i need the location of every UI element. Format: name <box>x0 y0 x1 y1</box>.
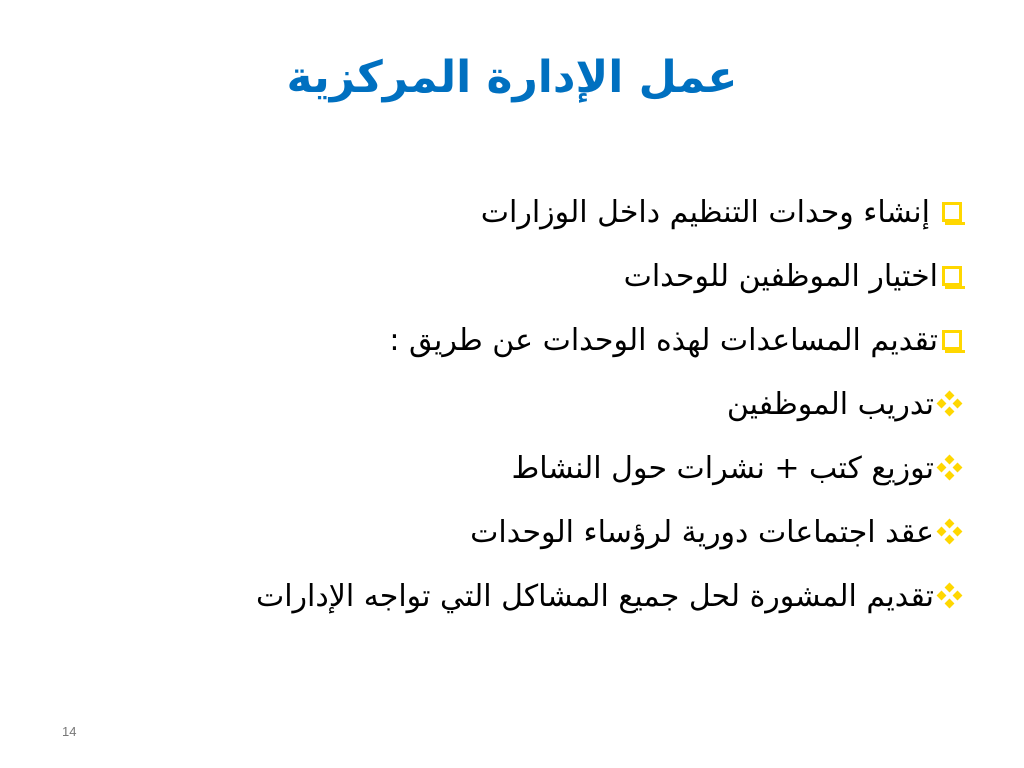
list-item <box>122 500 962 564</box>
square-bullet-icon <box>942 202 962 222</box>
list-item <box>122 180 962 244</box>
bullet-list <box>122 180 962 628</box>
diamond-bullet-icon <box>938 456 962 480</box>
square-bullet-icon <box>942 266 962 286</box>
square-bullet-icon <box>942 330 962 350</box>
bullet-text: تقديم المشورة لحل جميع المشاكل التي تواجه الإدارات <box>255 578 934 614</box>
diamond-bullet-icon <box>938 520 962 544</box>
page-number: 14 <box>62 724 77 739</box>
list-item <box>122 308 962 372</box>
bullet-text: إنشاء وحدات التنظيم داخل الوزارات <box>480 194 930 230</box>
list-item <box>122 372 962 436</box>
diamond-bullet-icon <box>938 584 962 608</box>
bullet-text: عقد اجتماعات دورية لرؤساء الوحدات <box>470 514 934 550</box>
diamond-bullet-icon <box>938 392 962 416</box>
list-item <box>122 436 962 500</box>
slide-title: عمل الإدارة المركزية <box>286 52 738 103</box>
bullet-text: تدريب الموظفين <box>726 386 934 422</box>
list-item <box>122 564 962 628</box>
list-item <box>122 244 962 308</box>
bullet-text: توزيع كتب + نشرات حول النشاط <box>511 450 934 486</box>
bullet-text: تقديم المساعدات لهذه الوحدات عن طريق : <box>389 322 938 358</box>
bullet-text: اختيار الموظفين للوحدات <box>623 258 938 294</box>
